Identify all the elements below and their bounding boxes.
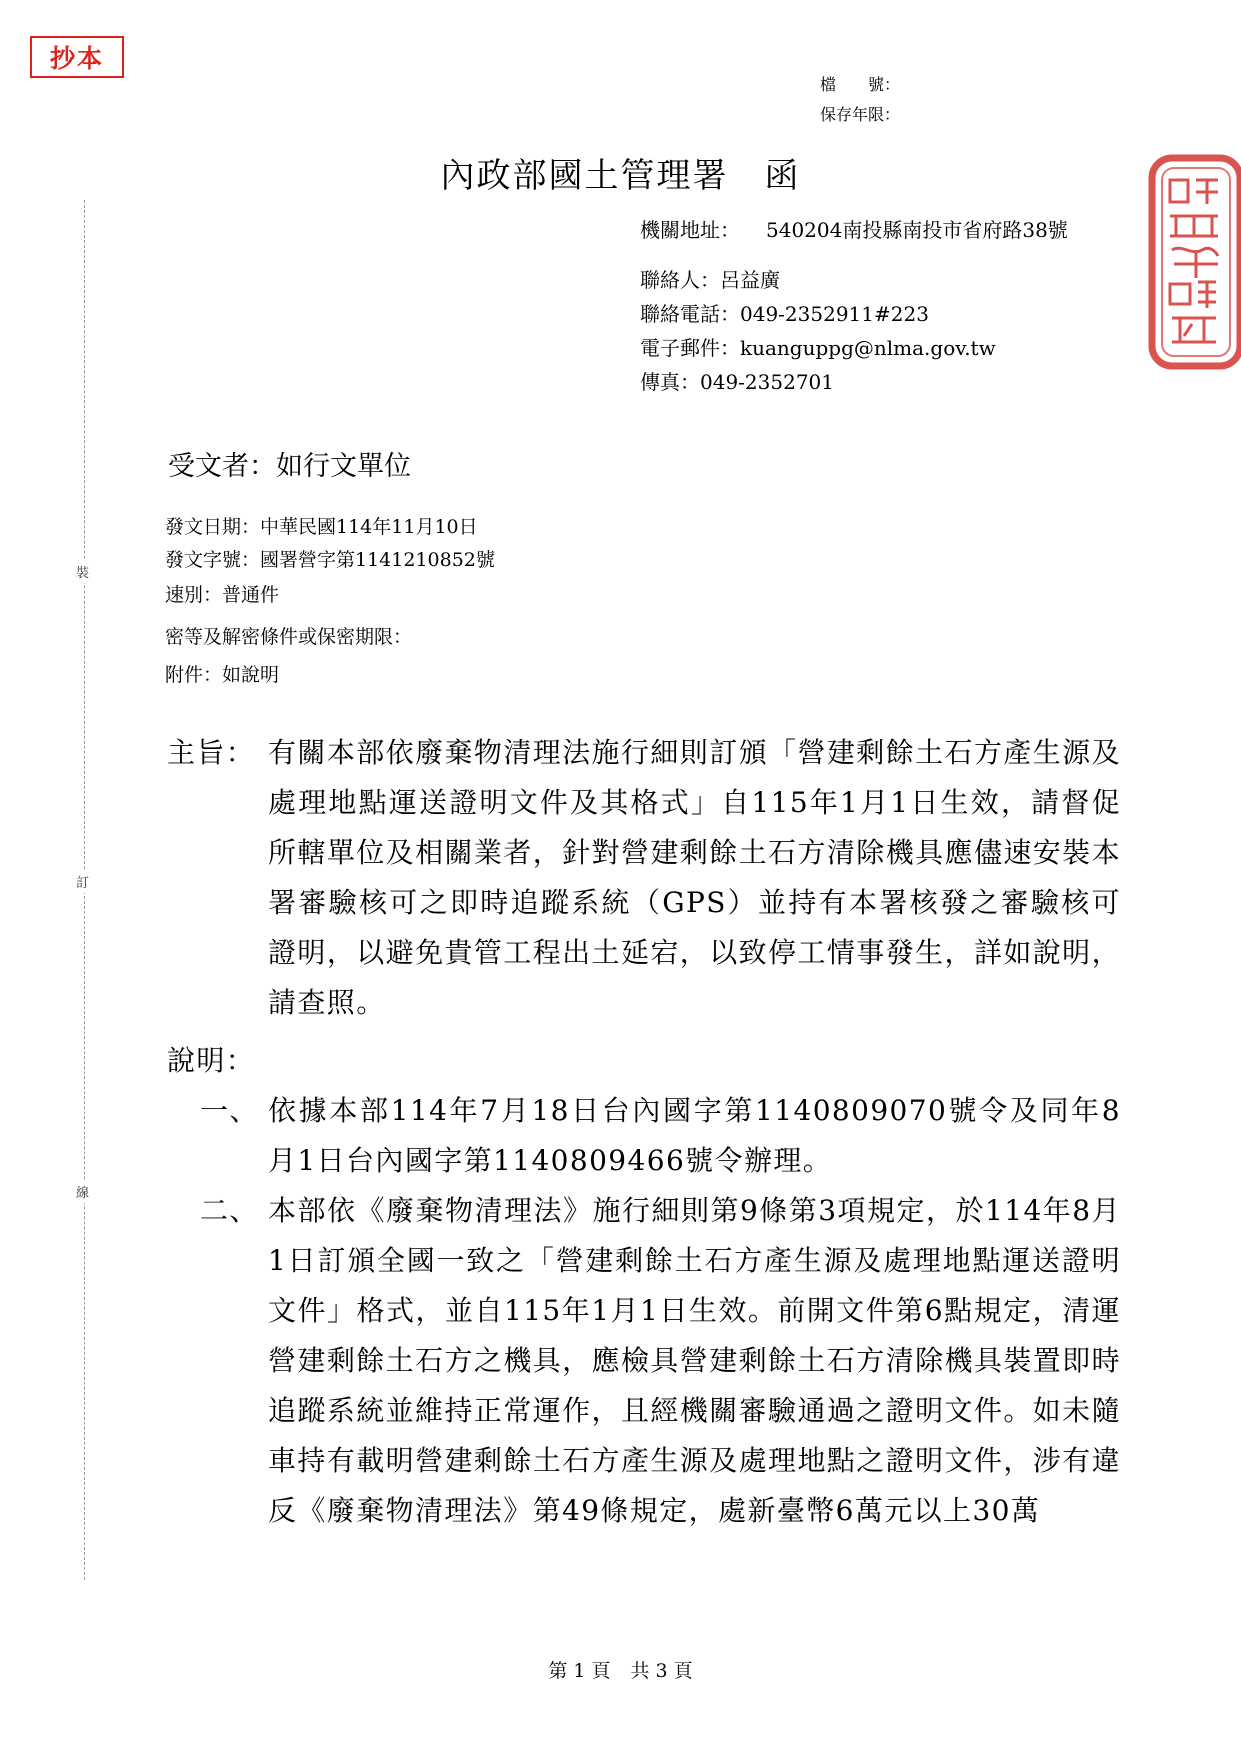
explanation-label: 說明： (167, 1044, 256, 1077)
official-seal-icon (1146, 154, 1241, 370)
attachment: 附件：如說明 (165, 664, 280, 686)
document-title: 內政部國土管理署 函 (440, 156, 801, 196)
delivery-speed: 速別：普通件 (165, 584, 280, 606)
subject-label: 主旨： (167, 736, 256, 769)
contact-email: 電子郵件：kuanguppg@nlma.gov.tw (640, 336, 996, 360)
binding-mark-zhuang: 裝 (76, 560, 89, 583)
copy-stamp: 抄本 (30, 36, 124, 78)
agency-address (640, 218, 1100, 242)
issue-number: 發文字號：國署營字第1141210852號 (165, 549, 495, 571)
address-value: 540204南投縣南投市省府路38號 (766, 218, 1068, 242)
item-number: 一、 (200, 1094, 259, 1127)
recipient: 受文者：如行文單位 (168, 451, 411, 482)
address-label: 機關地址： (640, 218, 740, 242)
binding-mark-ding: 訂 (76, 870, 89, 893)
contact-phone: 聯絡電話：049-2352911#223 (640, 302, 929, 326)
item-number: 二、 (200, 1194, 259, 1227)
page-number: 第 1 頁 (548, 1660, 611, 1682)
contact-person: 聯絡人：呂益廣 (640, 268, 780, 292)
page-footer (0, 1656, 1241, 1683)
binding-mark-xian: 線 (76, 1180, 89, 1203)
subject-text: 有關本部依廢棄物清理法施行細則訂頒「營建剩餘土石方產生源及處理地點運送證明文件及其格式」自115年1月1日生效，請督促所轄單位及相關業者，針對營建剩餘土石方清除機具應儘速安裝本署審驗核可之即時追蹤系統（GPS）並持有本署核發之審驗核可證明，以避免貴管工程出土延宕，以致停工情事發生，詳如說明，請查照。 (268, 736, 1121, 1019)
file-number-label: 檔 號： (820, 75, 901, 94)
item-text: 依據本部114年7月18日台內國字第1140809070號令及同年8月1日台內國字第1140809466號令辦理。 (268, 1094, 1121, 1177)
page-total: 共 3 頁 (630, 1660, 693, 1682)
contact-fax: 傳真：049-2352701 (640, 370, 835, 394)
issue-date: 發文日期：中華民國114年11月10日 (165, 516, 478, 538)
retention-period-label: 保存年限： (820, 105, 901, 124)
item-text: 本部依《廢棄物清理法》施行細則第9條第3項規定，於114年8月1日訂頒全國一致之「營建剩餘土石方產生源及處理地點運送證明文件」格式，並自115年1月1日生效。前開文件第6點規定，清運營建剩餘土石方之機具，應檢具營建剩餘土石方清除機具裝置即時追蹤系統並維持正常運作，且經機關審驗通過之證明文件。如未隨車持有載明營建剩餘土石方產生源及處理地點之證明文件，涉有違反《廢棄物清理法》第49條規定，處新臺幣6萬元以上30萬 (268, 1194, 1121, 1527)
secrecy-level: 密等及解密條件或保密期限： (165, 626, 413, 648)
